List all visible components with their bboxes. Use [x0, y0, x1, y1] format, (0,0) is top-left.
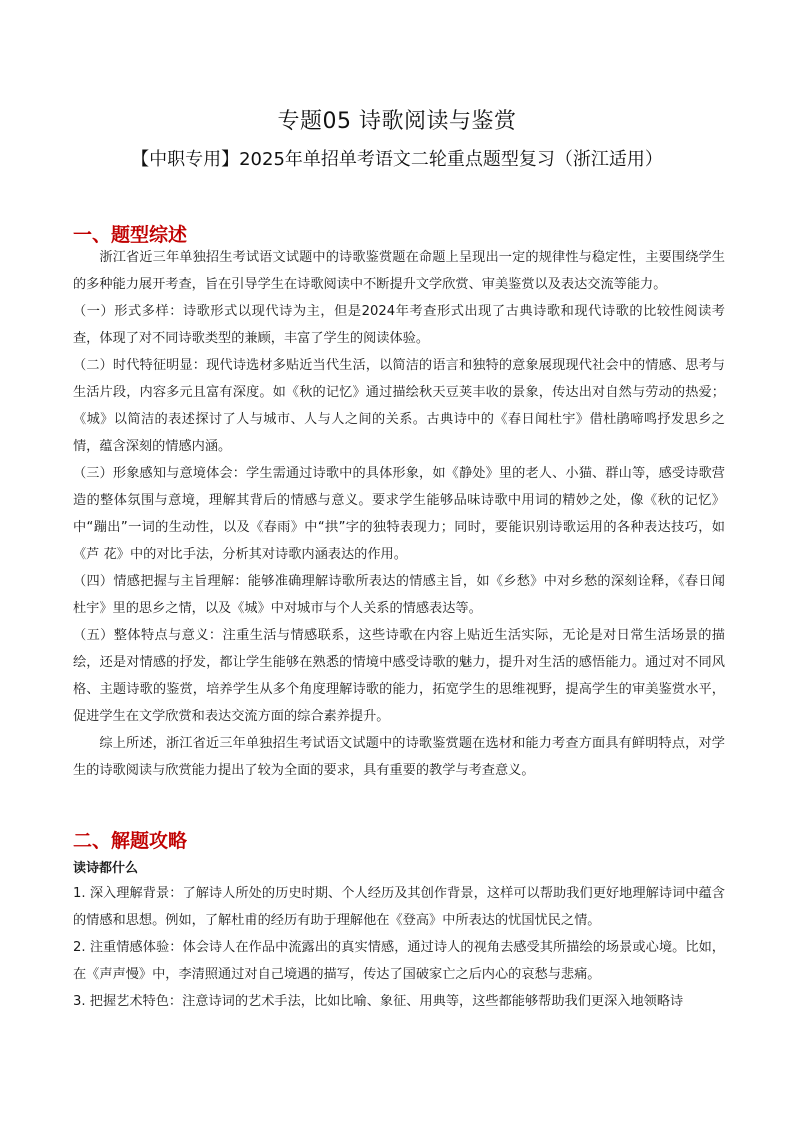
overview-conclusion: 综上所述，浙江省近三年单独招生考试语文试题中的诗歌鉴赏题在选材和能力考查方面具有鲜明特点，对学生的诗歌阅读与欣赏能力提出了较为全面的要求，具有重要的教学与考查意义。: [73, 736, 725, 778]
document-subtitle: 【中职专用】2025年单招单考语文二轮重点题型复习（浙江适用）: [131, 149, 663, 170]
overview-item-form: （一）形式多样：诗歌形式以现代诗为主，但是2024年考查形式出现了古典诗歌和现代诗歌的比较性阅读考查，体现了对不同诗歌类型的兼顾，丰富了学生的阅读体验。: [73, 304, 725, 346]
overview-item-overall: （五）整体特点与意义：注重生活与情感联系，这些诗歌在内容上贴近生活实际，无论是对日常生活场景的描绘，还是对情感的抒发，都让学生能够在熟悉的情境中感受诗歌的魅力，提升对生活的感悟能力。通过对不同风格、主题诗歌的鉴赏，培养学生从多个角度理解诗歌的能力，拓宽学生的思维视野，提高学生的审美鉴赏水平，促进学生在文学欣赏和表达交流方面的综合素养提升。: [73, 628, 725, 724]
overview-intro: 浙江省近三年单独招生考试语文试题中的诗歌鉴赏题在命题上呈现出一定的规律性与稳定性，主要围绕学生的多种能力展开考查，旨在引导学生在诗歌阅读中不断提升文学欣赏、审美鉴赏以及表达交流等能力。: [73, 250, 725, 292]
overview-item-imagery: （三）形象感知与意境体会：学生需通过诗歌中的具体形象，如《静处》里的老人、小猫、群山等，感受诗歌营造的整体氛围与意境，理解其背后的情感与意义。要求学生能够品味诗歌中用词的精妙之处，像《秋的记忆》中“蹦出”一词的生动性，以及《春雨》中“拱”字的独特表现力；同时，要能识别诗歌运用的各种表达技巧，如《芦 花》中的对比手法，分析其对诗歌内涵表达的作用。: [73, 466, 725, 562]
section-heading-overview: 一、题型综述: [73, 224, 188, 246]
section-body-overview: [73, 244, 725, 784]
strategy-subheading: 读诗都什么: [73, 861, 139, 876]
section-heading-strategy: 二、解题攻略: [73, 830, 188, 852]
document-title: 专题05 诗歌阅读与鉴赏: [277, 109, 517, 134]
strategy-item-background: 1. 深入理解背景：了解诗人所处的历史时期、个人经历及其创作背景，这样可以帮助我们更好地理解诗词中蕴含的情感和思想。例如，了解杜甫的经历有助于理解他在《登高》中所表达的忧国忧民之情。: [73, 886, 725, 928]
strategy-item-emotion: 2. 注重情感体验：体会诗人在作品中流露出的真实情感，通过诗人的视角去感受其所描绘的场景或心境。比如，在《声声慢》中，李清照通过对自己境遇的描写，传达了国破家亡之后内心的哀愁与悲痛。: [73, 940, 725, 982]
section-body-strategy: [73, 880, 725, 1015]
overview-item-emotion: （四）情感把握与主旨理解：能够准确理解诗歌所表达的情感主旨，如《乡愁》中对乡愁的深刻诠释，《春日闻杜宇》里的思乡之情，以及《城》中对城市与个人关系的情感表达等。: [73, 574, 725, 616]
strategy-item-art: 3. 把握艺术特色：注意诗词的艺术手法，比如比喻、象征、用典等，这些都能够帮助我们更深入地领略诗: [73, 994, 684, 1009]
overview-item-era: （二）时代特征明显：现代诗选材多贴近当代生活，以简洁的语言和独特的意象展现现代社会中的情感、思考与生活片段，内容多元且富有深度。如《秋的记忆》通过描绘秋天豆荚丰收的景象，传达出对自然与劳动的热爱；《城》以简洁的表述探讨了人与城市、人与人之间的关系。古典诗中的《春日闻杜宇》借杜鹃啼鸣抒发思乡之情，蕴含深刻的情感内涵。: [73, 358, 725, 454]
